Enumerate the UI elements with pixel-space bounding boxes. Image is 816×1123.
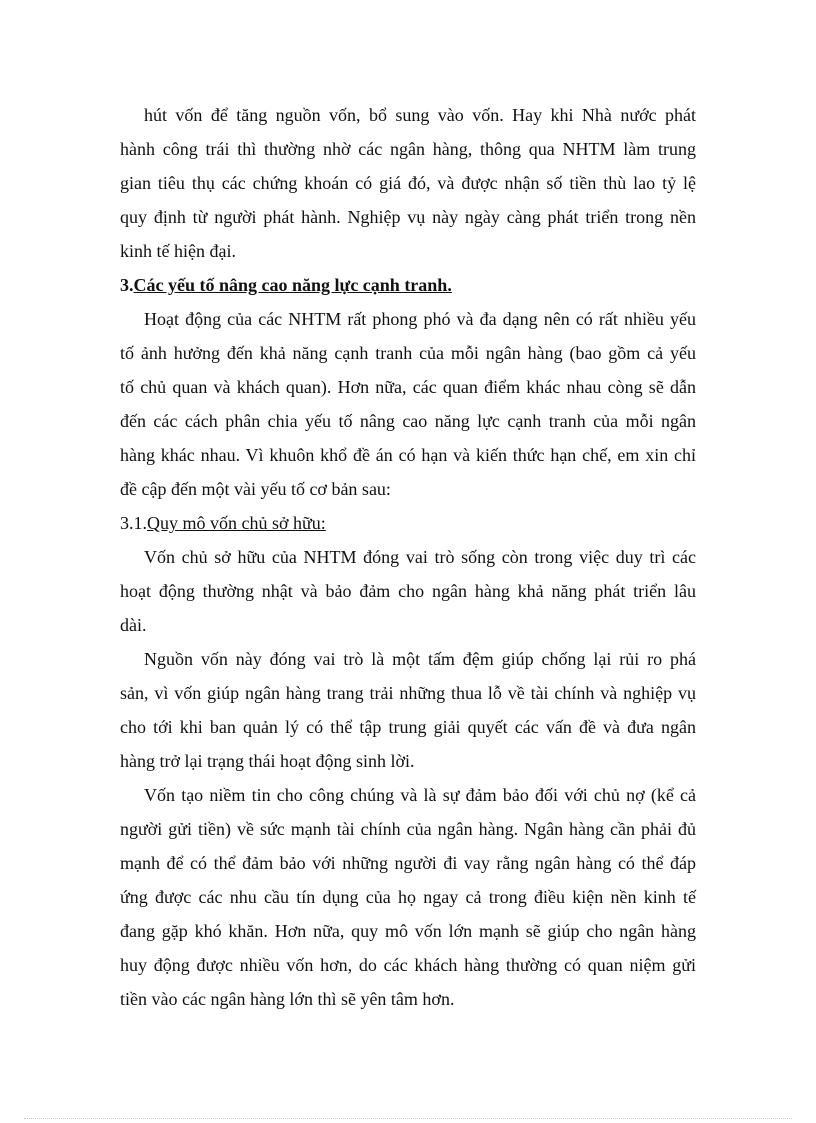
subsection-title: Quy mô vốn chủ sở hữu:	[147, 513, 326, 533]
page-bottom-divider	[24, 1118, 792, 1119]
text-line: Hoạt động của các NHTM rất phong phó và đa dạng nên có rất nhiều yếu	[144, 309, 696, 329]
text-line: ứng được các nhu cầu tín dụng của họ ngay cả trong điều kiện nền kinh tế	[120, 887, 696, 907]
text-line: kinh tế hiện đại.	[120, 241, 236, 261]
text-line: Vốn tạo niềm tin cho công chúng và là sự đảm bảo đối với chủ nợ (kể cả	[144, 785, 696, 805]
text-line: quy định từ người phát hành. Nghiệp vụ này ngày càng phát triển trong nền	[120, 207, 696, 227]
text-line: đề cập đến một vài yếu tố cơ bản sau:	[120, 479, 391, 499]
text-line: đang gặp khó khăn. Hơn nữa, quy mô vốn lớn mạnh sẽ giúp cho ngân hàng	[120, 921, 696, 941]
document-body	[120, 98, 696, 1016]
section-heading	[120, 268, 696, 302]
continuation-paragraph	[120, 98, 696, 268]
text-line: mạnh để có thể đảm bảo với những người đi vay rằng ngân hàng có thể đáp	[120, 853, 696, 873]
text-line: dài.	[120, 615, 147, 635]
text-line: hành công trái thì thường nhờ các ngân hàng, thông qua NHTM làm trung	[120, 139, 696, 159]
text-line: huy động được nhiều vốn hơn, do các khách hàng thường có quan niệm gửi	[120, 955, 696, 975]
text-line: Nguồn vốn này đóng vai trò là một tấm đệm giúp chống lại rủi ro phá	[144, 649, 696, 669]
subsection-heading	[120, 506, 696, 540]
text-line: tiền vào các ngân hàng lớn thì sẽ yên tâm hơn.	[120, 989, 455, 1009]
text-line: đến các cách phân chia yếu tố nâng cao năng lực cạnh tranh của mỗi ngân	[120, 411, 696, 431]
paragraph-capital-role	[120, 540, 696, 642]
subsection-number: 3.1.	[120, 513, 147, 533]
text-line: gian tiêu thụ các chứng khoán có giá đó, và được nhận số tiền thù lao tỷ lệ	[120, 173, 696, 193]
text-line: hoạt động thường nhật và bảo đảm cho ngân hàng khả năng phát triển lâu	[120, 581, 696, 601]
text-line: Vốn chủ sở hữu của NHTM đóng vai trò sống còn trong việc duy trì các	[144, 547, 696, 567]
text-line: hàng khác nhau. Vì khuôn khổ đề án có hạn và kiến thức hạn chế, em xin chỉ	[120, 445, 696, 465]
text-line: hàng trở lại trạng thái hoạt động sinh lời.	[120, 751, 415, 771]
section-title: Các yếu tố nâng cao năng lực cạnh tranh.	[133, 275, 452, 295]
paragraph-capital-trust	[120, 778, 696, 1016]
section-intro-paragraph	[120, 302, 696, 506]
text-line: cho tới khi ban quản lý có thể tập trung giải quyết các vấn đề và đưa ngân	[120, 717, 696, 737]
text-line: hút vốn để tăng nguồn vốn, bổ sung vào vốn. Hay khi Nhà nước phát	[144, 105, 696, 125]
paragraph-capital-buffer	[120, 642, 696, 778]
text-line: sản, vì vốn giúp ngân hàng trang trải những thua lỗ về tài chính và nghiệp vụ	[120, 683, 696, 703]
text-line: tố chủ quan và khách quan). Hơn nữa, các quan điểm khác nhau còng sẽ dẫn	[120, 377, 696, 397]
text-line: người gửi tiền) về sức mạnh tài chính của ngân hàng. Ngân hàng cần phải đủ	[120, 819, 696, 839]
text-line: tố ảnh hưởng đến khả năng cạnh tranh của mỗi ngân hàng (bao gồm cả yếu	[120, 343, 696, 363]
section-number: 3.	[120, 275, 134, 295]
